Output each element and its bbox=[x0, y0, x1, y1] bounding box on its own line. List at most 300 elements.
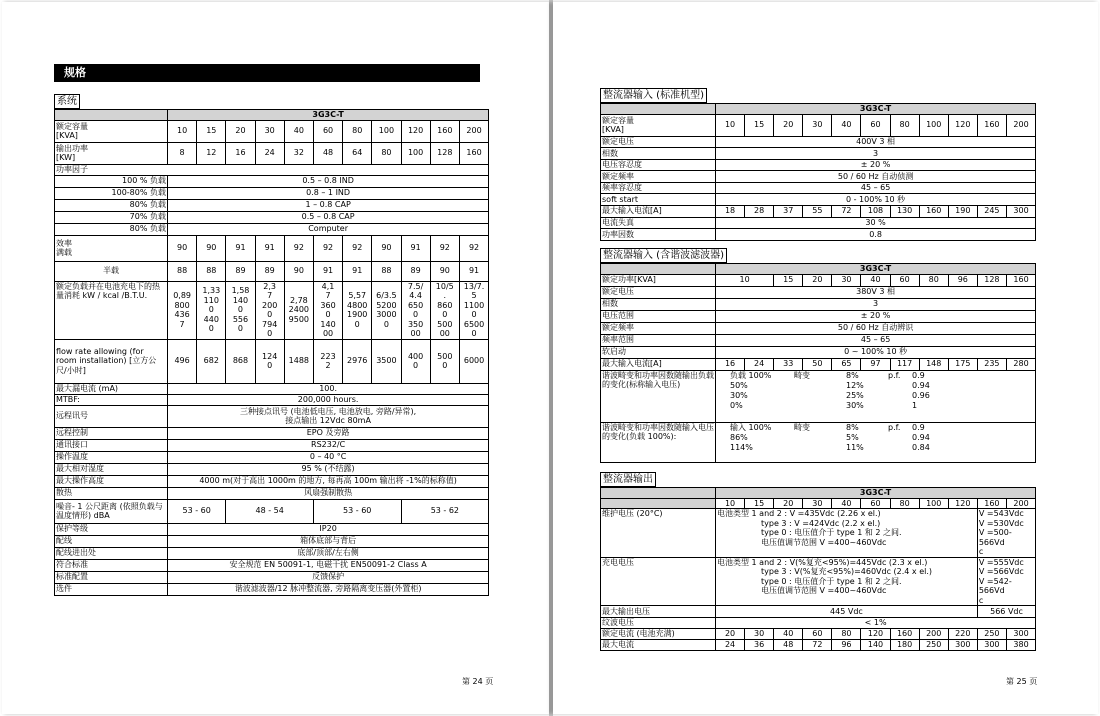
table-row bbox=[55, 261, 489, 281]
value-cell: 13/7. 5 1100 0 6500 0 bbox=[459, 281, 488, 339]
distortion-cell bbox=[888, 391, 912, 401]
value-cell: 160 bbox=[459, 142, 488, 164]
distortion-cell: 0.9 bbox=[912, 370, 925, 380]
value-cell: 92 bbox=[343, 235, 372, 261]
table-row bbox=[55, 120, 489, 142]
value-cell: 140 bbox=[861, 640, 890, 651]
value-cell: 10/5 . 860 0 500 00 bbox=[430, 281, 459, 339]
table-row bbox=[55, 110, 489, 121]
row-label: 远程控制 bbox=[55, 427, 168, 439]
table-row bbox=[601, 488, 1036, 499]
table-row bbox=[601, 104, 1036, 115]
value-cell: 80 bbox=[919, 274, 948, 286]
spec-banner: 规格 bbox=[54, 64, 480, 82]
model-header: 3G3C-T bbox=[716, 264, 1036, 275]
pf-value: Computer bbox=[168, 223, 489, 235]
table-row bbox=[55, 223, 489, 235]
rectifier-input-std-title: 整流器输入 (标准机型) bbox=[600, 88, 707, 103]
load-label: 70% 负载 bbox=[55, 211, 168, 223]
model-header: 3G3C-T bbox=[168, 110, 489, 121]
capacity-cell: 120 bbox=[948, 498, 977, 509]
distortion-cell: 1 bbox=[912, 400, 918, 410]
table-row bbox=[55, 499, 489, 523]
distortion-cell: 30% bbox=[730, 390, 748, 400]
distortion-cell: 0% bbox=[730, 400, 743, 410]
value-cell: 280 bbox=[1006, 358, 1035, 370]
value-cell: 91 bbox=[255, 235, 284, 261]
distortion-cell: p.f. bbox=[888, 422, 901, 432]
value-cell: 96 bbox=[948, 274, 977, 286]
span-value: 安全规范 EN 50091-1, 电磁干扰 EN50091-2 Class A bbox=[168, 559, 489, 571]
row-label: 额定电压 bbox=[601, 136, 716, 148]
row-label: 额定容量 [KVA] bbox=[55, 120, 168, 142]
value-cell: 0,89 800 436 7 bbox=[168, 281, 197, 339]
value-cell: 80 bbox=[343, 120, 372, 142]
header-blank bbox=[55, 110, 168, 121]
row-label: 频率容忍度 bbox=[601, 182, 716, 194]
system-section-title: 系统 bbox=[54, 94, 80, 109]
value-cell: 100 bbox=[401, 142, 430, 164]
value-cell: 96 bbox=[832, 640, 861, 651]
table-row bbox=[55, 211, 489, 223]
value-cell: 91 bbox=[401, 235, 430, 261]
capacity-cell: 60 bbox=[861, 498, 890, 509]
span-value: 底部/顶部/左右侧 bbox=[168, 547, 489, 559]
value-cell: 89 bbox=[226, 261, 255, 281]
value-cell: 65 bbox=[832, 358, 861, 370]
table-row bbox=[601, 148, 1036, 160]
value-cell: 124 0 bbox=[255, 339, 284, 383]
value-cell: 30 bbox=[832, 274, 861, 286]
value-cell: 868 bbox=[226, 339, 255, 383]
value-cell: 300 bbox=[1006, 629, 1035, 640]
pf-value: 0.5 – 0.8 CAP bbox=[168, 211, 489, 223]
value-cell: 16 bbox=[226, 142, 255, 164]
table-row bbox=[601, 618, 1036, 629]
distortion-grid bbox=[716, 422, 1036, 462]
row-label: 额定容量 [KVA] bbox=[601, 114, 716, 136]
row-label: 最大输出电压 bbox=[601, 606, 716, 618]
distortion-cell: 25% bbox=[846, 390, 864, 400]
value-cell: 2,78 2400 9500 bbox=[284, 281, 313, 339]
distortion-cell: 11% bbox=[846, 442, 864, 452]
row-label: 配线 bbox=[55, 535, 168, 547]
value-cell: 120 bbox=[401, 120, 430, 142]
voltage-line: type 3 : V =424Vdc (2.2 x el.) bbox=[761, 518, 881, 528]
value-cell: 380 bbox=[1006, 640, 1035, 651]
pf-value: 0.8 – 1 IND bbox=[168, 187, 489, 199]
value-cell: 200 bbox=[1006, 114, 1035, 136]
table-row bbox=[55, 394, 489, 405]
row-label: 电压范围 bbox=[601, 310, 716, 322]
value-cell: 80 bbox=[372, 142, 401, 164]
value-cell: 10 bbox=[716, 274, 774, 286]
capacity-cell: 30 bbox=[803, 498, 832, 509]
row-label: 纹波电压 bbox=[601, 618, 716, 629]
value-cell: 90 bbox=[430, 261, 459, 281]
table-row bbox=[601, 194, 1036, 206]
table-row bbox=[601, 640, 1036, 651]
table-row bbox=[601, 629, 1036, 640]
value-cell: 10 bbox=[716, 114, 745, 136]
value-cell: 300 bbox=[977, 640, 1006, 651]
row-label: 最大漏电流 (mA) bbox=[55, 383, 168, 394]
table-row bbox=[601, 606, 1036, 618]
capacity-cell: 80 bbox=[890, 498, 919, 509]
distortion-label: 谐波畸变和功率因数随输出负载的变化(标称输入电压) bbox=[601, 370, 716, 422]
value-cell: 175 bbox=[948, 358, 977, 370]
value-cell: 80 bbox=[890, 114, 919, 136]
span-value: 谐波滤波器/12 脉冲整流器, 旁路隔离变压器(外置柜) bbox=[168, 583, 489, 595]
row-label: 额定负载并在电池充电下的热量消耗 kW / kcal /B.T.U. bbox=[55, 281, 168, 339]
table-row bbox=[601, 310, 1036, 322]
distortion-cell: 8% bbox=[846, 422, 859, 432]
row-label: 效率 满载 bbox=[55, 235, 168, 261]
value-cell: 128 bbox=[977, 274, 1006, 286]
distortion-cell bbox=[794, 391, 846, 401]
value-cell: 10 bbox=[168, 120, 197, 142]
span-value: 380V 3 相 bbox=[716, 286, 1036, 298]
row-label: flow rate allowing (for room installation) [立方公尺/小时] bbox=[55, 339, 168, 383]
value-cell: 89 bbox=[401, 261, 430, 281]
distortion-cell bbox=[888, 443, 912, 453]
distortion-cell: 0.9 bbox=[912, 422, 925, 432]
distortion-cell: 0.94 bbox=[912, 380, 930, 390]
voltage-detail bbox=[716, 557, 978, 606]
table-row bbox=[601, 229, 1036, 241]
value-cell: 24 bbox=[716, 640, 745, 651]
span-value: 400V 3 相 bbox=[716, 136, 1036, 148]
voltage-line: 电压值调节范围 V =400~460Vdc bbox=[761, 537, 887, 547]
voltage-detail bbox=[716, 509, 978, 558]
value-cell: 15 bbox=[197, 120, 226, 142]
table-row bbox=[601, 298, 1036, 310]
value-cell: 117 bbox=[890, 358, 919, 370]
row-label: 电压容忍度 bbox=[601, 159, 716, 171]
value-cell: 30 bbox=[255, 120, 284, 142]
distortion-cell: 86% bbox=[730, 432, 748, 442]
distortion-grid bbox=[716, 370, 1036, 422]
row-label: 最大操作高度 bbox=[55, 475, 168, 487]
table-row bbox=[55, 571, 489, 583]
value-cell: 55 bbox=[803, 205, 832, 217]
row-label: 选件 bbox=[55, 583, 168, 595]
table-row bbox=[601, 171, 1036, 183]
distortion-cell: 输入 100% bbox=[730, 422, 772, 432]
span-value: 3 bbox=[716, 148, 1036, 160]
row-label: 维护电压 (20°C) bbox=[601, 509, 716, 558]
value-cell: 220 bbox=[948, 629, 977, 640]
value-cell: 300 bbox=[948, 640, 977, 651]
table-row bbox=[55, 405, 489, 427]
row-label: 通讯接口 bbox=[55, 439, 168, 451]
ripple-value: < 1% bbox=[716, 618, 1036, 629]
row-label: 输出功率 [KW] bbox=[55, 142, 168, 164]
distortion-cell: 12% bbox=[846, 380, 864, 390]
value-cell: 20 bbox=[803, 274, 832, 286]
value-cell: 90 bbox=[197, 235, 226, 261]
value-cell: 80 bbox=[832, 629, 861, 640]
table-row bbox=[55, 142, 489, 164]
span-value: 95 % (不结露) bbox=[168, 463, 489, 475]
value-cell: 90 bbox=[168, 235, 197, 261]
value-cell: 40 bbox=[832, 114, 861, 136]
capacity-cell: 160 bbox=[977, 498, 1006, 509]
span-value: 45 – 65 bbox=[716, 182, 1036, 194]
voltage-right-line: V =543Vdc bbox=[978, 509, 1024, 518]
value-cell: 1,33 110 0 440 0 bbox=[197, 281, 226, 339]
value-cell: 60 bbox=[313, 120, 342, 142]
span-value: 50 / 60 Hz 自动侦测 bbox=[716, 171, 1036, 183]
value-cell: 48 bbox=[774, 640, 803, 651]
value-cell: 160 bbox=[430, 120, 459, 142]
row-label: 额定频率 bbox=[601, 322, 716, 334]
distortion-cell: 8% bbox=[846, 370, 859, 380]
rectifier-input-filter-table bbox=[600, 263, 1036, 463]
table-row bbox=[55, 463, 489, 475]
row-label: 额定电流 (电池充满) bbox=[601, 629, 716, 640]
table-row bbox=[55, 487, 489, 499]
distortion-label: 谐波畸变和功率因数随输入电压的变化(负载 100%): bbox=[601, 422, 716, 462]
table-row bbox=[55, 559, 489, 571]
value-cell: 180 bbox=[890, 640, 919, 651]
span-value: EPO 及旁路 bbox=[168, 427, 489, 439]
distortion-cell bbox=[794, 443, 846, 453]
capacity-cell: 20 bbox=[774, 498, 803, 509]
distortion-cell: 114% bbox=[730, 442, 753, 452]
voltage-right-line: V =566Vdc bbox=[978, 567, 1024, 576]
value-cell: 100 bbox=[372, 120, 401, 142]
value-cell: 88 bbox=[372, 261, 401, 281]
distortion-cell bbox=[888, 401, 912, 411]
value-cell: 3500 bbox=[372, 339, 401, 383]
value-cell: 160 bbox=[1006, 274, 1035, 286]
value-cell: 89 bbox=[255, 261, 284, 281]
power-factor-label: 功率因子 bbox=[55, 164, 489, 175]
span-value: 45 – 65 bbox=[716, 334, 1036, 346]
value-cell: 7.5/ 4.4 650 0 350 00 bbox=[401, 281, 430, 339]
value-cell: 496 bbox=[168, 339, 197, 383]
table-row bbox=[55, 547, 489, 559]
distortion-cell: 5% bbox=[846, 432, 859, 442]
row-label: 最大输入电流[A] bbox=[601, 205, 716, 217]
row-label: 相数 bbox=[601, 148, 716, 160]
table-row bbox=[55, 199, 489, 211]
load-label: 80% 负载 bbox=[55, 223, 168, 235]
row-label: 标准配置 bbox=[55, 571, 168, 583]
span-value: ± 20 % bbox=[716, 159, 1036, 171]
table-row bbox=[601, 286, 1036, 298]
voltage-right-line: V =500-566Vd c bbox=[978, 528, 1012, 556]
capacity-cell: 15 bbox=[745, 498, 774, 509]
value-cell: 682 bbox=[197, 339, 226, 383]
row-label: 最大输入电流[A] bbox=[601, 358, 716, 370]
table-row bbox=[55, 475, 489, 487]
value-cell: 97 bbox=[861, 358, 890, 370]
voltage-right bbox=[977, 557, 1035, 606]
load-label: 100 % 负载 bbox=[55, 175, 168, 187]
voltage-line: 电池类型 1 and 2 : V(%复充<95%)=445Vdc (2.3 x el.) bbox=[717, 557, 928, 567]
page-number-right: 第 25 页 bbox=[1006, 677, 1038, 686]
capacity-cell: 10 bbox=[716, 498, 745, 509]
table-row bbox=[601, 557, 1036, 606]
voltage-line: type 3 : V(%复充<95%)=460Vdc (2.4 x el.) bbox=[761, 567, 933, 576]
value-cell: 160 bbox=[977, 114, 1006, 136]
distortion-cell bbox=[794, 401, 846, 411]
table-row bbox=[601, 205, 1036, 217]
table-row bbox=[601, 422, 1036, 462]
value-cell: 12 bbox=[197, 142, 226, 164]
capacity-cell: 40 bbox=[832, 498, 861, 509]
span-value: ± 20 % bbox=[716, 310, 1036, 322]
value-cell: 60 bbox=[803, 629, 832, 640]
value-cell: 130 bbox=[890, 205, 919, 217]
value-cell: 37 bbox=[774, 205, 803, 217]
rectifier-input-filter-title: 整流器输入 (含谐波滤波器) bbox=[600, 248, 727, 263]
table-row bbox=[601, 509, 1036, 558]
value-cell: 235 bbox=[977, 358, 1006, 370]
table-row bbox=[55, 439, 489, 451]
value-cell: 120 bbox=[948, 114, 977, 136]
value-cell: 30 bbox=[803, 114, 832, 136]
value-cell: 91 bbox=[343, 261, 372, 281]
value-cell: 250 bbox=[919, 640, 948, 651]
row-label: 功率因数 bbox=[601, 229, 716, 241]
table-row bbox=[55, 164, 489, 175]
row-label: 最大电流 bbox=[601, 640, 716, 651]
header-blank bbox=[601, 488, 716, 499]
table-row bbox=[601, 334, 1036, 346]
noise-value: 53 - 62 bbox=[401, 499, 489, 523]
value-cell: 8 bbox=[168, 142, 197, 164]
model-header: 3G3C-T bbox=[716, 488, 1036, 499]
voltage-line: 电压值调节范围 V =400~460Vdc bbox=[761, 586, 887, 595]
distortion-cell bbox=[888, 433, 912, 443]
value-cell: 91 bbox=[459, 261, 488, 281]
value-cell: 91 bbox=[226, 235, 255, 261]
span-value: 0 - 100% 10 秒 bbox=[716, 194, 1036, 206]
row-label: 相数 bbox=[601, 298, 716, 310]
value-cell: 36 bbox=[745, 640, 774, 651]
table-row bbox=[601, 358, 1036, 370]
distortion-cell: p.f. bbox=[888, 370, 901, 380]
row-label: 噪音- 1 公尺距离 (依照负载与温度情形) dBA bbox=[55, 499, 168, 523]
table-row bbox=[601, 159, 1036, 171]
table-row bbox=[601, 136, 1036, 148]
distortion-cell bbox=[794, 433, 846, 443]
value-cell: 160 bbox=[890, 629, 919, 640]
capacity-cell: 100 bbox=[919, 498, 948, 509]
rectifier-output-title: 整流器输出 bbox=[600, 472, 656, 487]
span-value: 50 / 60 Hz 自动辨识 bbox=[716, 322, 1036, 334]
table-row bbox=[601, 346, 1036, 358]
value-cell: 400 0 bbox=[401, 339, 430, 383]
value-cell: 60 bbox=[890, 274, 919, 286]
value-cell: 90 bbox=[284, 261, 313, 281]
value-cell: 92 bbox=[313, 235, 342, 261]
value-cell: 200 bbox=[459, 120, 488, 142]
distortion-cell: 0.84 bbox=[912, 442, 930, 452]
table-row bbox=[601, 182, 1036, 194]
value-cell: 2,3 7 200 0 794 0 bbox=[255, 281, 284, 339]
span-value: RS232/C bbox=[168, 439, 489, 451]
table-row bbox=[55, 281, 489, 339]
value-cell: 6/3.5 5200 3000 0 bbox=[372, 281, 401, 339]
distortion-cell: 负载 100% bbox=[730, 370, 772, 380]
table-row bbox=[55, 427, 489, 439]
table-row bbox=[601, 114, 1036, 136]
value-cell: 20 bbox=[716, 629, 745, 640]
value-cell: 18 bbox=[716, 205, 745, 217]
value-cell: 33 bbox=[774, 358, 803, 370]
value-cell: 64 bbox=[343, 142, 372, 164]
pf-value: 1 – 0.8 CAP bbox=[168, 199, 489, 211]
value-cell: 200 bbox=[919, 629, 948, 640]
table-row bbox=[55, 383, 489, 394]
voltage-right-line: V =542-566Vd c bbox=[978, 576, 1012, 605]
value-cell: 1488 bbox=[284, 339, 313, 383]
value-cell: 24 bbox=[745, 358, 774, 370]
row-label: soft start bbox=[601, 194, 716, 206]
table-row bbox=[55, 451, 489, 463]
value-cell: 4,1 7 360 0 140 00 bbox=[313, 281, 342, 339]
voltage-right bbox=[977, 509, 1035, 558]
value-cell: 40 bbox=[774, 629, 803, 640]
span-value: 箱体底部与背后 bbox=[168, 535, 489, 547]
value-cell: 100 bbox=[919, 114, 948, 136]
table-row bbox=[55, 535, 489, 547]
voltage-right-line: V =555Vdc bbox=[978, 557, 1024, 567]
voltage-line: 电池类型 1 and 2 : V =435Vdc (2.26 x el.) bbox=[717, 509, 881, 518]
span-value: 0 ~ 100% 10 秒 bbox=[716, 346, 1036, 358]
row-label bbox=[601, 498, 716, 509]
span-value: 0.8 bbox=[716, 229, 1036, 241]
span-value: 反馈保护 bbox=[168, 571, 489, 583]
value-cell: 40 bbox=[284, 120, 313, 142]
span-value: IP20 bbox=[168, 523, 489, 535]
value-cell: 91 bbox=[313, 261, 342, 281]
pf-value: 0.5 – 0.8 IND bbox=[168, 175, 489, 187]
value-cell: 24 bbox=[255, 142, 284, 164]
value-cell: 50 bbox=[803, 358, 832, 370]
distortion-cell: 30% bbox=[846, 400, 864, 410]
table-row bbox=[55, 339, 489, 383]
row-label: 操作温度 bbox=[55, 451, 168, 463]
voltage-right-line: V =530Vdc bbox=[978, 518, 1024, 528]
row-label: 保护等级 bbox=[55, 523, 168, 535]
span-value: 4000 m(对于高出 1000m 的地方, 每再高 100m 输出将 -1%的标称值) bbox=[168, 475, 489, 487]
row-label: 远程讯号 bbox=[55, 405, 168, 427]
value-cell: 148 bbox=[919, 358, 948, 370]
voltage-line: type 0 : 电压值介于 type 1 和 2 之间. bbox=[761, 576, 902, 586]
row-label: MTBF: bbox=[55, 394, 168, 405]
row-label: 电流失真 bbox=[601, 217, 716, 229]
value-cell: 300 bbox=[1006, 205, 1035, 217]
table-row bbox=[601, 322, 1036, 334]
value-cell: 6000 bbox=[459, 339, 488, 383]
span-value: 3 bbox=[716, 298, 1036, 310]
table-row bbox=[601, 370, 1036, 422]
span-value: 三种接点讯号 (电池低电压, 电池放电, 旁路/异常), 接点输出 12Vdc 80mA bbox=[168, 405, 489, 427]
value-cell: 72 bbox=[803, 640, 832, 651]
value-cell: 5,57 4800 1900 0 bbox=[343, 281, 372, 339]
row-label: 半载 bbox=[55, 261, 168, 281]
value-cell: 15 bbox=[745, 114, 774, 136]
load-label: 80% 负载 bbox=[55, 199, 168, 211]
row-label: 额定频率 bbox=[601, 171, 716, 183]
capacity-cell: 200 bbox=[1006, 498, 1035, 509]
value-cell: 15 bbox=[774, 274, 803, 286]
